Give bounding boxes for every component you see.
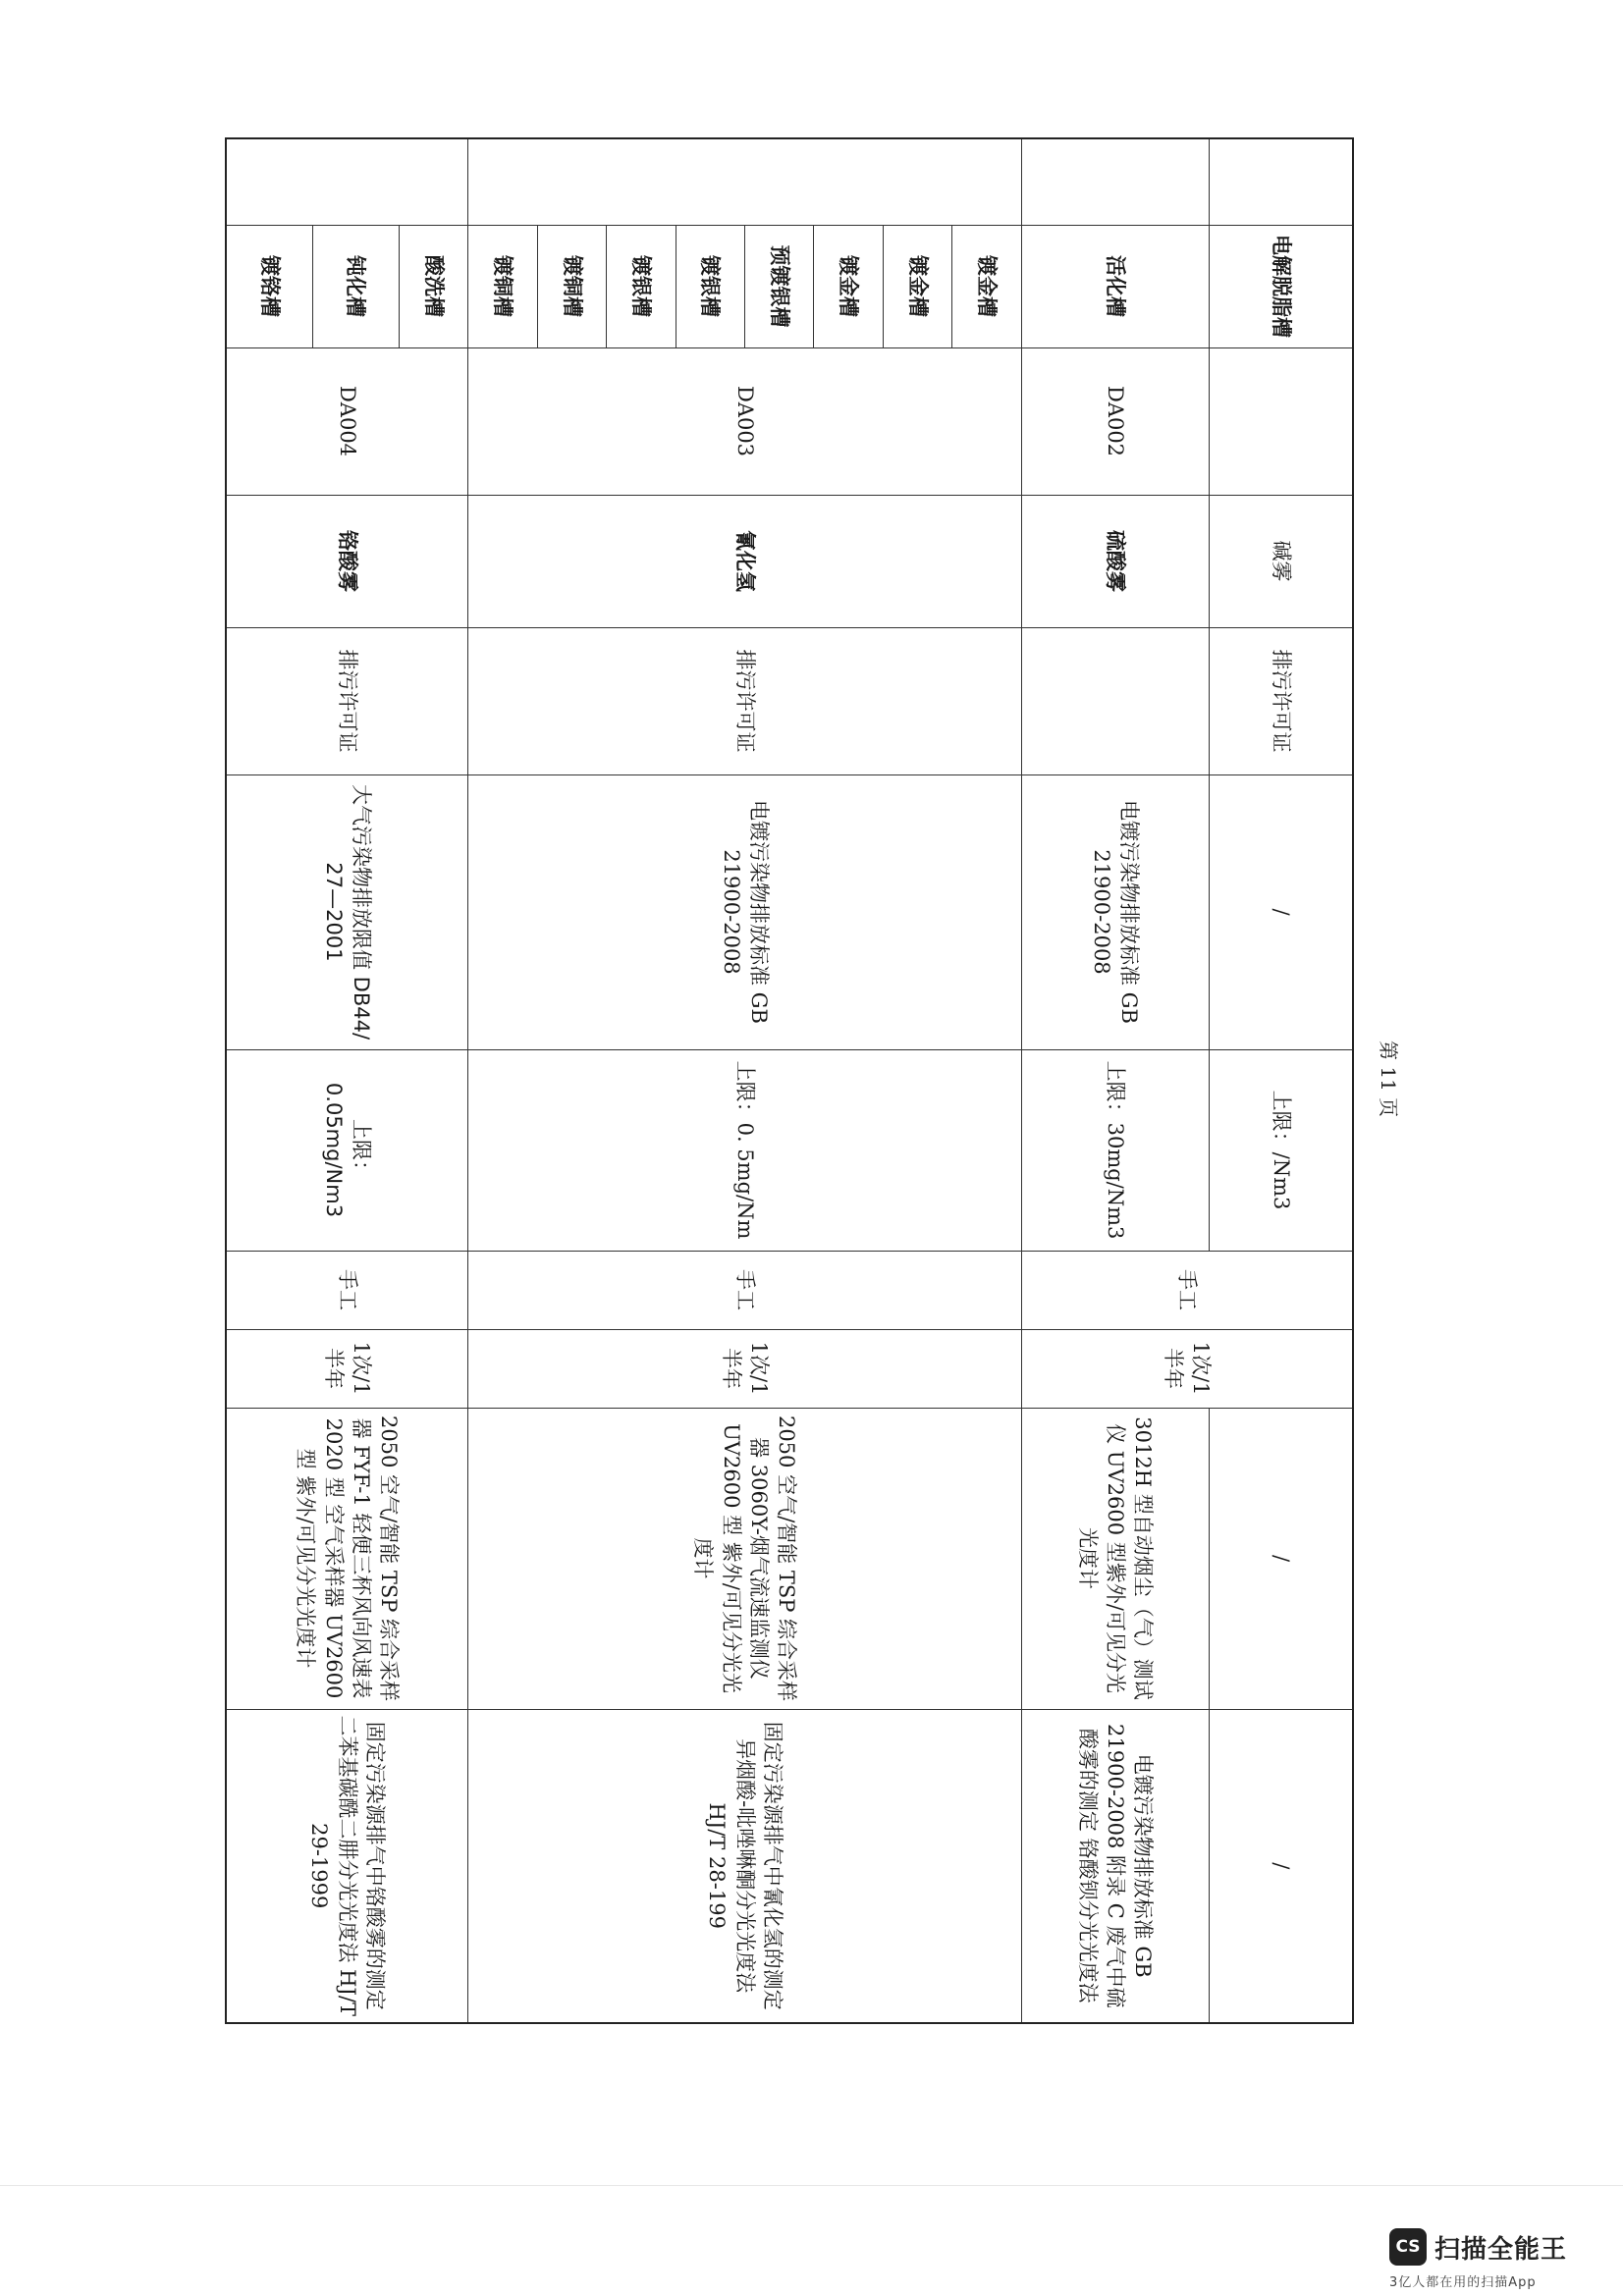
table-cell (1021, 627, 1209, 774)
table-row (1021, 138, 1209, 2023)
outlet-cell: DA004 (226, 347, 468, 495)
tank-cell: 镀金槽 (814, 225, 883, 347)
tank-cell: 镀铜槽 (468, 225, 537, 347)
table-row (952, 138, 1021, 2023)
standard-cell: 大气污染物排放限值 DB44/ 27—2001 (226, 774, 468, 1049)
table-cell: 电解脱脂槽 (1209, 225, 1353, 347)
pollutant-cell: 氰化氢 (468, 495, 1022, 627)
tank-cell: 酸洗槽 (399, 225, 467, 347)
standard-cell: 电镀污染物排放标准 GB 21900-2008 (1021, 774, 1209, 1049)
table-cell (468, 138, 1022, 225)
tank-cell: 镀金槽 (952, 225, 1021, 347)
freq-cell: 1次/1半年 (226, 1329, 468, 1408)
limit-cell: 上限：0.05mg/Nm3 (226, 1049, 468, 1251)
pollutant-cell: 硫酸雾 (1021, 495, 1209, 627)
scanner-app-name: 扫描全能王 (1434, 2234, 1568, 2265)
limit-cell: 上限：0. 5mg/Nm (468, 1049, 1022, 1251)
tank-cell: 镀银槽 (676, 225, 744, 347)
table-cell: / (1209, 1709, 1353, 2023)
standard-cell: 电镀污染物排放标准 GB 21900-2008 (468, 774, 1022, 1049)
outlet-cell: DA002 (1021, 347, 1209, 495)
outlet-cell: DA003 (468, 347, 1022, 495)
tank-cell: 钝化槽 (312, 225, 399, 347)
rotated-table-container (225, 137, 1354, 2022)
table-cell: 碱雾 (1209, 495, 1353, 627)
method-cell: 固定污染源排气中氰化氢的测定 异烟酸-吡唑啉酮分光光度法 HJ/T 28-199 (468, 1709, 1022, 2023)
table-cell (226, 138, 468, 225)
basis-cell: 排污许可证 (468, 627, 1022, 774)
instrument-cell: 2050 空气/智能 TSP 综合采样器 3060Y-烟气流速监测仪 UV2600 型 紫外/可见分光光度计 (468, 1408, 1022, 1709)
scanner-tagline: 3亿人都在用的扫描App (1389, 2275, 1537, 2290)
table-cell (1209, 347, 1353, 495)
tank-cell: 预镀银槽 (745, 225, 814, 347)
tank-cell: 镀铜槽 (537, 225, 606, 347)
mode-cell: 手工 (226, 1251, 468, 1329)
table-row (399, 138, 467, 2023)
instrument-cell: 3012H 型自动烟尘（气）测试仪 UV2600 型紫外/可见分光光度计 (1021, 1408, 1209, 1709)
tank-cell: 镀铬槽 (226, 225, 312, 347)
table-cell: / (1209, 1408, 1353, 1709)
freq-cell: 1次/1半年 (468, 1329, 1022, 1408)
page-number: 第 11 页 (1377, 1041, 1400, 1118)
tank-cell: 镀金槽 (883, 225, 951, 347)
table-cell (1209, 138, 1353, 225)
table-cell: 排污许可证 (1209, 627, 1353, 774)
tank-cell: 活化槽 (1021, 225, 1209, 347)
table-cell: / (1209, 774, 1353, 1049)
tank-cell: 镀银槽 (607, 225, 676, 347)
table-cell: 上限：/Nm3 (1209, 1049, 1353, 1251)
method-cell: 固定污染源排气中铬酸雾的测定 二苯基碳酰二肼分光光度法 HJ/T 29-1999 (226, 1709, 468, 2023)
watermark-divider (0, 2185, 1623, 2186)
table-row (1209, 138, 1353, 2023)
limit-cell: 上限：30mg/Nm3 (1021, 1049, 1209, 1251)
table-cell: 手工 (1021, 1251, 1353, 1329)
monitoring-table (225, 137, 1354, 2024)
method-cell: 电镀污染物排放标准 GB 21900-2008 附录 C 废气中硫酸雾的测定 铬酸钡分光光度法 (1021, 1709, 1209, 2023)
scanner-logo-icon: CS (1389, 2228, 1427, 2266)
instrument-cell: 2050 空气/智能 TSP 综合采样器 FYF-1 轻便三杯风向风速表 2020 型 空气采样器 UV2600 型 紫外/可见分光光度计 (226, 1408, 468, 1709)
basis-cell: 排污许可证 (226, 627, 468, 774)
pollutant-cell: 铬酸雾 (226, 495, 468, 627)
scanner-watermark (1389, 2228, 1605, 2290)
table-cell (1021, 138, 1209, 225)
table-cell: 1次/1半年 (1021, 1329, 1353, 1408)
mode-cell: 手工 (468, 1251, 1022, 1329)
